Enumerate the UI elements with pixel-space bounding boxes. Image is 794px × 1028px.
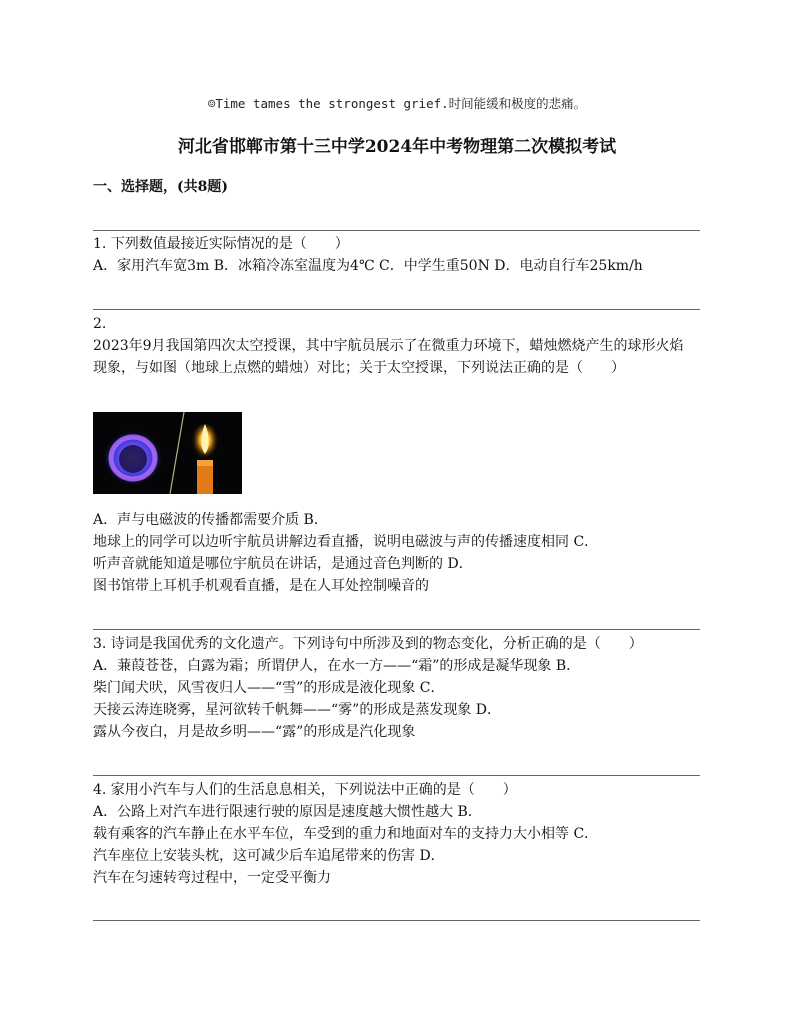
motto-header: ☺Time tames the strongest grief.时间能缓和极度的悲痛。	[207, 96, 587, 111]
question-4	[93, 779, 703, 889]
question-stem: 1. 下列数值最接近实际情况的是（ ）	[93, 236, 349, 252]
question-1	[93, 233, 703, 277]
question-2-options	[93, 509, 703, 597]
question-option: 露从今夜白，月是故乡明——“露”的形成是汽化现象	[93, 724, 416, 740]
divider	[93, 309, 700, 310]
divider	[93, 775, 700, 776]
question-option: A．公路上对汽车进行限速行驶的原因是速度越大惯性越大 B．	[93, 804, 482, 820]
candle-flame-image	[93, 412, 242, 494]
question-number: 2.	[93, 316, 107, 332]
question-option: A．蒹葭苍苍，白露为霜；所谓伊人，在水一方——“霜”的形成是凝华现象 B．	[93, 658, 581, 674]
question-option: 地球上的同学可以边听宇航员讲解边看直播，说明电磁波与声的传播速度相同 C．	[93, 534, 599, 550]
question-option: 载有乘客的汽车静止在水平车位，车受到的重力和地面对车的支持力大小相等 C．	[93, 826, 599, 842]
question-option: 柴门闻犬吠，风雪夜归人——“雪”的形成是液化现象 C．	[93, 680, 445, 696]
exam-title: 河北省邯郸市第十三中学2024年中考物理第二次模拟考试	[177, 137, 617, 157]
question-option: 图书馆带上耳机手机观看直播，是在人耳处控制噪音的	[93, 578, 429, 594]
question-option: 听声音就能知道是哪位宇航员在讲话，是通过音色判断的 D．	[93, 556, 473, 572]
divider	[93, 230, 700, 231]
question-option: 汽车座位上安装头枕，这可减少后车追尾带来的伤害 D．	[93, 848, 445, 864]
question-3	[93, 633, 703, 743]
question-option: A．声与电磁波的传播都需要介质 B．	[93, 512, 328, 528]
question-stem: 2023年9月我国第四次太空授课，其中宇航员展示了在微重力环境下，蜡烛燃烧产生的球形火焰现象，与如图（地球上点燃的蜡烛）对比；关于太空授课，下列说法正确的是（ ）	[93, 338, 684, 376]
question-stem: 3. 诗词是我国优秀的文化遗产。下列诗句中所涉及到的物态变化，分析正确的是（ ）	[93, 636, 643, 652]
section-heading: 一、选择题，(共8题)	[93, 179, 228, 195]
divider	[93, 629, 700, 630]
question-option: 汽车在匀速转弯过程中，一定受平衡力	[93, 870, 331, 886]
divider	[93, 920, 700, 921]
question-option: 天接云涛连晓雾，星河欲转千帆舞——“雾”的形成是蒸发现象 D．	[93, 702, 501, 718]
question-2	[93, 313, 703, 379]
question-options: A．家用汽车宽3m B．冰箱冷冻室温度为4℃ C．中学生重50N D．电动自行车25km/h	[93, 258, 643, 274]
question-stem: 4. 家用小汽车与人们的生活息息相关，下列说法中正确的是（ ）	[93, 782, 517, 798]
